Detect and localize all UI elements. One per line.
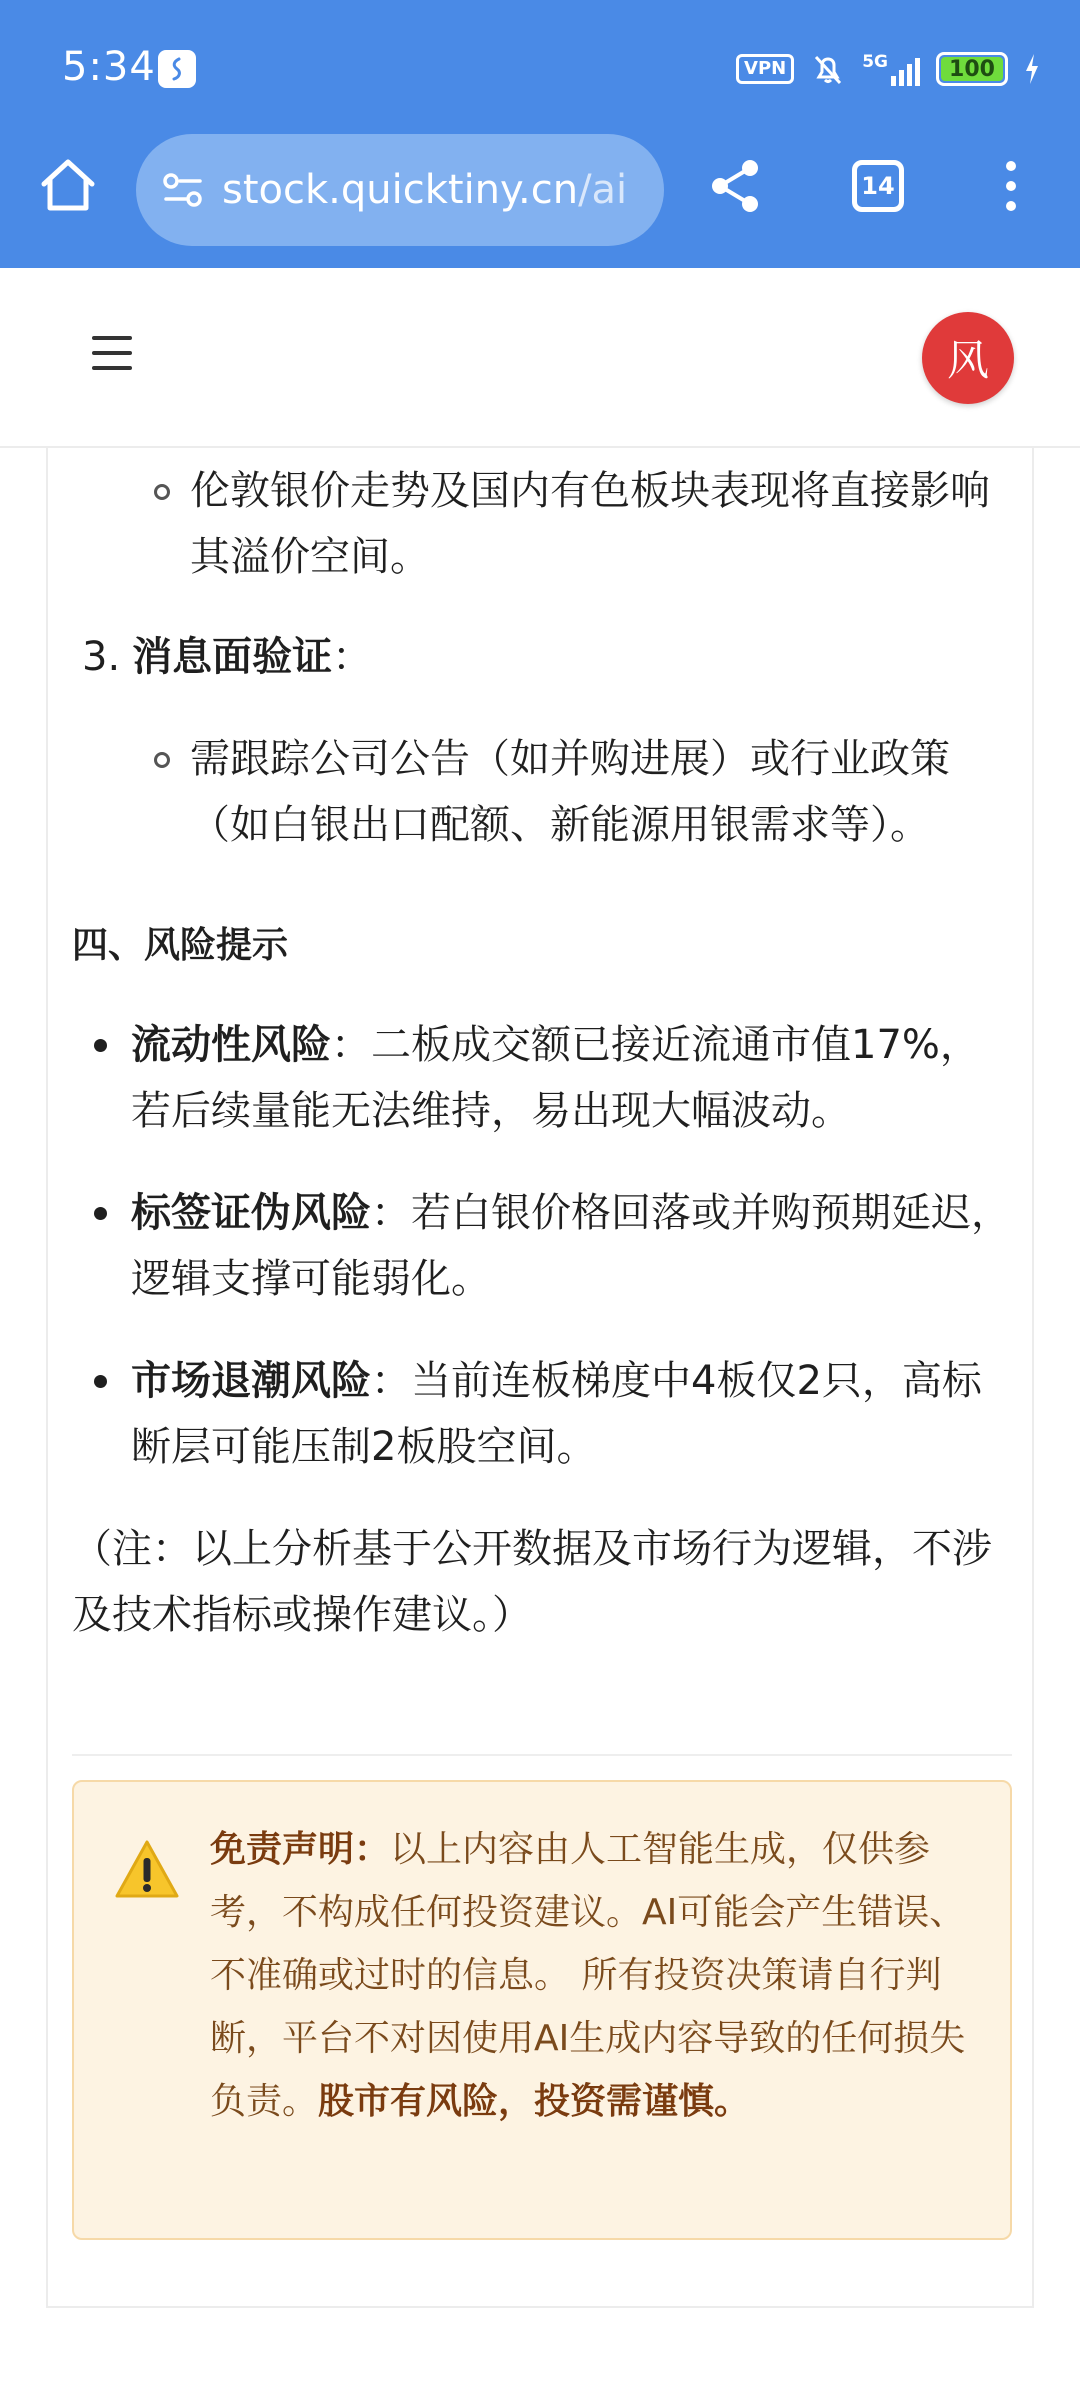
disclaimer-text <box>210 1818 980 2133</box>
divider <box>72 1754 1012 1756</box>
risk-item-label-falsification <box>94 1180 1012 1312</box>
disclaimer-body: 以上内容由人工智能生成，仅供参考，不构成任何投资建议。AI可能会产生错误、不准确或过时的信息。 所有投资决策请自行判断，平台不对因使用AI生成内容导致的任何损失负责。 <box>210 1829 966 2122</box>
status-bar <box>0 0 1080 130</box>
section-title: 四、风险提示 <box>72 925 289 966</box>
mute-bell-icon <box>810 51 846 87</box>
numbered-item-3 <box>82 624 1012 690</box>
disclaimer-emphasis: 股市有风险，投资需谨慎。 <box>318 2081 751 2122</box>
battery-icon <box>936 52 1008 86</box>
browser-toolbar <box>0 130 1080 268</box>
warning-icon <box>114 1838 180 1900</box>
site-settings-icon[interactable] <box>162 171 204 209</box>
vpn-icon: VPN <box>736 54 794 84</box>
browser-chrome <box>0 0 1080 268</box>
risk-colon: ： <box>371 1358 411 1404</box>
risk-text: 若白银价格回落或并购预期延迟，逻辑支撑可能弱化。 <box>131 1190 1011 1302</box>
item-colon: ： <box>332 634 373 680</box>
disclaimer-label: 免责声明： <box>210 1829 391 1870</box>
address-bar[interactable] <box>136 134 664 246</box>
dot-bullet <box>94 1375 107 1388</box>
risk-text: 二板成交额已接近流通市值17%，若后续量能无法维持，易出现大幅波动。 <box>131 1022 980 1134</box>
risk-item-market-ebb <box>94 1348 1012 1480</box>
disclaimer-box <box>72 1780 1012 2240</box>
sub-item-text: 需跟踪公司公告（如并购进展）或行业政策（如白银出口配额、新能源用银需求等）。 <box>190 736 950 848</box>
ai-analysis-card <box>46 448 1034 2308</box>
item-title: 消息面验证 <box>132 634 333 680</box>
risk-text: 当前连板梯度中4板仅2只，高标断层可能压制2板股空间。 <box>131 1358 982 1470</box>
risk-colon: ： <box>371 1190 411 1236</box>
list-item <box>154 726 1012 858</box>
share-icon[interactable] <box>706 156 766 216</box>
url-text <box>222 167 627 213</box>
more-menu-icon[interactable] <box>996 154 1026 218</box>
risk-title: 标签证伪风险 <box>131 1190 371 1236</box>
sub-item-text: 伦敦银价走势及国内有色板块表现将直接影响其溢价空间。 <box>190 468 990 580</box>
charging-icon <box>1024 54 1040 84</box>
tab-switcher-button[interactable]: 14 <box>852 160 904 212</box>
network-type: 5G <box>862 52 888 72</box>
status-time: 5:34 <box>62 44 156 90</box>
home-icon[interactable] <box>36 154 100 218</box>
signal-icon <box>862 52 920 86</box>
item-number: 3. <box>82 634 121 680</box>
risk-title: 流动性风险 <box>131 1022 331 1068</box>
analysis-note: （注：以上分析基于公开数据及市场行为逻辑，不涉及技术指标或操作建议。） <box>72 1526 992 1638</box>
status-icons <box>736 48 1040 90</box>
list-item <box>154 458 1012 590</box>
dot-bullet <box>94 1207 107 1220</box>
risk-title: 市场退潮风险 <box>131 1358 371 1404</box>
circle-bullet <box>154 484 170 500</box>
app-notification-icon <box>158 50 196 88</box>
risk-item-liquidity <box>94 1012 1012 1144</box>
url-path: /ai <box>578 167 628 213</box>
dot-bullet <box>94 1039 107 1052</box>
circle-bullet <box>154 752 170 768</box>
risk-colon: ： <box>331 1022 371 1068</box>
hamburger-menu-icon[interactable] <box>92 336 132 370</box>
user-avatar[interactable]: 风 <box>922 312 1014 404</box>
url-domain: stock.quicktiny.cn <box>222 167 579 213</box>
battery-level: 100 <box>949 56 995 82</box>
site-header <box>0 268 1080 448</box>
